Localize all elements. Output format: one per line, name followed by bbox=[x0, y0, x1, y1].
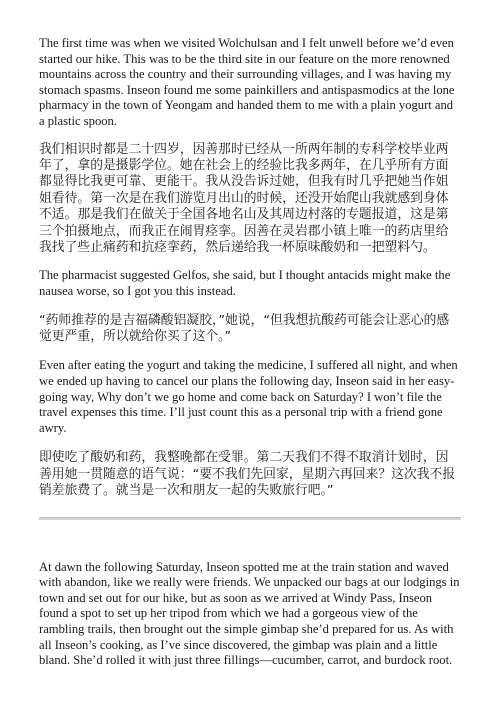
paragraph-en-1: The first time was when we visited Wolchulsan and I felt unwell before we’d even started our hike. This was to be the third site in our feature on the more renowned mountains across the country and their surrounding villages, and I was having my stomach spasms. Inseon found me some painkillers and antispasmodics at the lone pharmacy in the town of Yeongam and handed them to me with a plain yogurt and a plastic spoon. bbox=[39, 36, 455, 128]
section-divider bbox=[39, 517, 461, 520]
paragraph-zh-1: 我们相识时都是二十四岁，因善那时已经从一所两年制的专科学校毕业两年了，拿的是摄影学位。她在社会上的经验比我多两年，在几乎所有方面都显得比我更可靠、更能干。我从没告诉过她，但我有时几乎把她当作姐姐看待。第一次是在我们游览月出山的时候，还没开始爬山我就感到身体不适。那是我们在做关于全国各地名山及其周边村落的专题报道，这是第三个拍摄地点，而我正在闹胃痉挛。因善在灵岩郡小镇上唯一的药店里给我找了些止痛药和抗痉挛药，然后递给我一杯原味酸奶和一把塑料勺。 bbox=[39, 141, 449, 255]
paragraph-en-3: Even after eating the yogurt and taking the medicine, I suffered all night, and when we ended up having to cancel our plans the following day, Inseon said in her easy-going way, Why don’t we go home and come back on Saturday? I won’t file the travel expenses this time. I’ll just count this as a personal trip with a friend gone awry. bbox=[39, 358, 458, 435]
paragraph-zh-2: “药师推荐的是吉福磷酸铝凝胶，”她说，“但我想抗酸药可能会让恶心的感觉更严重，所以就给你买了这个。” bbox=[39, 312, 450, 344]
document-page bbox=[39, 36, 461, 679]
paragraph-en-4: At dawn the following Saturday, Inseon spotted me at the train station and waved with abandon, like we really were friends. We unpacked our bags at our lodgings in town and set out for our hike, but as soon as we arrived at Windy Pass, Inseon found a spot to set up her tripod from which we had a gorgeous view of the rambling trails, then brought out the simple gimbap she’d prepared for us. As with all Inseon’s cooking, as I’ve since discovered, the gimbap was plain and a little bland. She’d rolled it with just three fillings—cucumber, carrot, and burdock root. bbox=[39, 559, 460, 668]
paragraph-zh-3: 即使吃了酸奶和药，我整晚都在受罪。第二天我们不得不取消计划时，因善用她一贯随意的语气说：“要不我们先回家，星期六再回来？这次我不报销差旅费了。就当是一次和朋友一起的失败旅行吧。” bbox=[39, 450, 456, 499]
paragraph-en-2: The pharmacist suggested Gelfos, she said, but I thought antacids might make the nausea worse, so I got you this instead. bbox=[39, 268, 451, 298]
